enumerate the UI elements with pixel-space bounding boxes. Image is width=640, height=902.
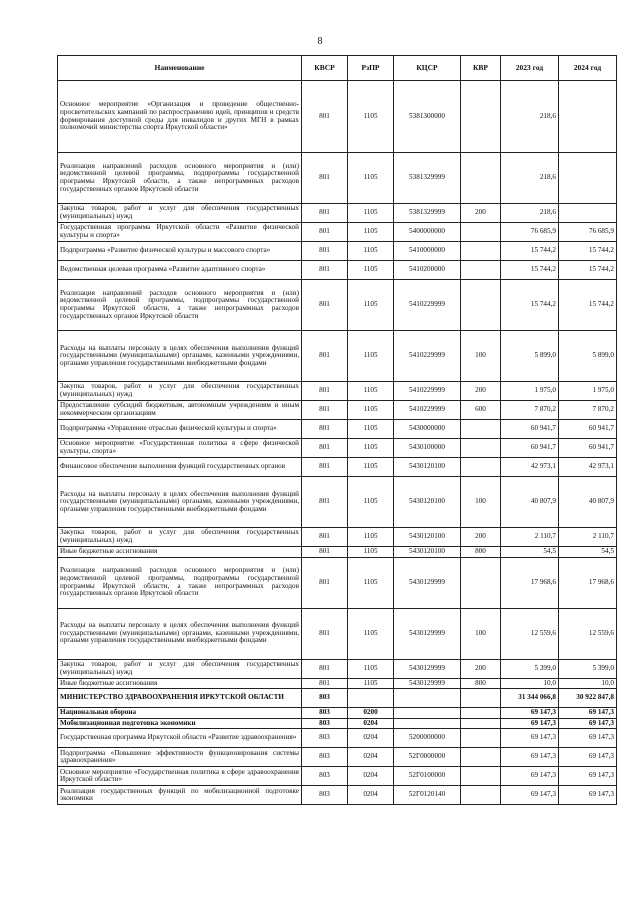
cell-kvsr: 801 — [302, 401, 348, 420]
cell-kvr: 100 — [461, 331, 501, 382]
header-name: Наименование — [58, 56, 302, 81]
cell-2023: 15 744,2 — [501, 261, 559, 280]
cell-2024: 69 147,3 — [559, 729, 617, 748]
cell-rzpr: 0204 — [348, 786, 394, 805]
page-number: 8 — [317, 36, 323, 47]
cell-kcsr: 5430129999 — [394, 557, 461, 608]
cell-kvsr: 801 — [302, 204, 348, 223]
table-row — [58, 608, 617, 659]
cell-kvsr: 801 — [302, 557, 348, 608]
cell-2023: 69 147,3 — [501, 708, 559, 719]
cell-kvsr: 803 — [302, 729, 348, 748]
cell-kcsr: 5200000000 — [394, 729, 461, 748]
table-row — [58, 458, 617, 477]
cell-kcsr: 5430120100 — [394, 458, 461, 477]
cell-kvsr: 801 — [302, 547, 348, 558]
cell-rzpr: 1105 — [348, 204, 394, 223]
cell-name: Закупка товаров, работ и услуг для обеспечения государственных (муниципальных) нужд — [58, 659, 302, 678]
cell-name: Иные бюджетные ассигнования — [58, 547, 302, 558]
cell-2024: 42 973,1 — [559, 458, 617, 477]
cell-kvr: 100 — [461, 608, 501, 659]
cell-2024: 40 807,9 — [559, 477, 617, 528]
header-kcsr: КЦСР — [394, 56, 461, 81]
cell-2023: 5 399,0 — [501, 659, 559, 678]
cell-2024: 12 559,6 — [559, 608, 617, 659]
cell-2023: 15 744,2 — [501, 242, 559, 261]
table-row — [58, 748, 617, 767]
cell-kcsr: 5430120100 — [394, 477, 461, 528]
cell-2024: 69 147,3 — [559, 708, 617, 719]
cell-kvsr: 803 — [302, 689, 348, 708]
cell-2024 — [559, 81, 617, 153]
table-row — [58, 81, 617, 153]
cell-2024: 2 110,7 — [559, 528, 617, 547]
cell-name: Реализация направлений расходов основного мероприятия и (или) ведомственной целевой программы, подпрограммы государственной программы Иркутской области, а также непрограммных расходов государственных органов Иркутской области — [58, 153, 302, 204]
cell-2023: 54,5 — [501, 547, 559, 558]
cell-kvr: 800 — [461, 547, 501, 558]
table-body — [58, 81, 617, 805]
cell-2023: 1 975,0 — [501, 382, 559, 401]
cell-rzpr: 1105 — [348, 547, 394, 558]
cell-kvr — [461, 718, 501, 729]
cell-name: Мобилизационная подготовка экономики — [58, 718, 302, 729]
cell-kvsr: 801 — [302, 420, 348, 439]
cell-name: Финансовое обеспечение выполнения функций государственных органов — [58, 458, 302, 477]
cell-kvr — [461, 729, 501, 748]
header-kvsr: КВСР — [302, 56, 348, 81]
cell-kcsr: 5410000000 — [394, 242, 461, 261]
cell-kvsr: 801 — [302, 382, 348, 401]
cell-kcsr: 52Г0100000 — [394, 767, 461, 786]
cell-name: МИНИСТЕРСТВО ЗДРАВООХРАНЕНИЯ ИРКУТСКОЙ ОБЛАСТИ — [58, 689, 302, 708]
cell-rzpr — [348, 689, 394, 708]
cell-name: Закупка товаров, работ и услуг для обеспечения государственных (муниципальных) нужд — [58, 528, 302, 547]
cell-rzpr: 0204 — [348, 748, 394, 767]
cell-name: Основное мероприятие «Организация и проведение общественно-просветительских кампаний по распространению идей, принципов и средств формирования доступной среды для инвалидов и других МГН в рамках полномочий министерства спорта Иркутской области» — [58, 81, 302, 153]
cell-rzpr: 1105 — [348, 678, 394, 689]
cell-kcsr — [394, 708, 461, 719]
cell-2023: 69 147,3 — [501, 767, 559, 786]
cell-rzpr: 1105 — [348, 439, 394, 458]
cell-name: Иные бюджетные ассигнования — [58, 678, 302, 689]
cell-rzpr: 1105 — [348, 153, 394, 204]
header-2023: 2023 год — [501, 56, 559, 81]
cell-kvsr: 801 — [302, 242, 348, 261]
cell-kcsr: 5430129999 — [394, 659, 461, 678]
cell-name: Реализация направлений расходов основного мероприятия и (или) ведомственной целевой программы, подпрограммы государственной программы Иркутской области, а также непрограммных расходов государственных органов Иркутской области — [58, 557, 302, 608]
table-row — [58, 767, 617, 786]
cell-kvsr: 801 — [302, 223, 348, 242]
cell-name: Предоставление субсидий бюджетным, автономным учреждениям и иным некоммерческим организациям — [58, 401, 302, 420]
cell-rzpr: 0200 — [348, 708, 394, 719]
cell-rzpr: 1105 — [348, 608, 394, 659]
cell-kvr — [461, 689, 501, 708]
cell-kvr — [461, 458, 501, 477]
cell-2024: 15 744,2 — [559, 280, 617, 331]
cell-kcsr: 5381329999 — [394, 153, 461, 204]
cell-rzpr: 1105 — [348, 331, 394, 382]
cell-rzpr: 1105 — [348, 557, 394, 608]
cell-rzpr: 1105 — [348, 420, 394, 439]
cell-kcsr: 5430129999 — [394, 678, 461, 689]
cell-name: Государственная программа Иркутской области «Развитие здравоохранения» — [58, 729, 302, 748]
cell-kvr — [461, 557, 501, 608]
cell-kcsr: 5430120100 — [394, 528, 461, 547]
cell-kvr: 100 — [461, 477, 501, 528]
cell-name: Расходы на выплаты персоналу в целях обеспечения выполнения функций государственными (муниципальными) органами, казенными учреждениями, органами управления государственными внебюджетными фондами — [58, 477, 302, 528]
cell-kvr — [461, 81, 501, 153]
cell-2024: 54,5 — [559, 547, 617, 558]
cell-kvr: 200 — [461, 382, 501, 401]
cell-kcsr: 5381329999 — [394, 204, 461, 223]
cell-2024: 10,0 — [559, 678, 617, 689]
cell-2023: 69 147,3 — [501, 786, 559, 805]
table-row — [58, 729, 617, 748]
cell-2024: 15 744,2 — [559, 261, 617, 280]
cell-kcsr: 5430100000 — [394, 439, 461, 458]
table-row — [58, 242, 617, 261]
cell-rzpr: 0204 — [348, 718, 394, 729]
cell-rzpr: 1105 — [348, 401, 394, 420]
cell-2023: 7 870,2 — [501, 401, 559, 420]
cell-name: Расходы на выплаты персоналу в целях обеспечения выполнения функций государственными (муниципальными) органами, казенными учреждениями, органами управления государственными внебюджетными фондами — [58, 608, 302, 659]
cell-kvsr: 803 — [302, 718, 348, 729]
cell-kvsr: 801 — [302, 439, 348, 458]
cell-name: Подпрограмма «Развитие физической культуры и массового спорта» — [58, 242, 302, 261]
cell-2024 — [559, 153, 617, 204]
cell-kvr — [461, 261, 501, 280]
cell-kvsr: 803 — [302, 767, 348, 786]
cell-kvsr: 801 — [302, 528, 348, 547]
cell-kvr — [461, 439, 501, 458]
cell-kvsr: 801 — [302, 608, 348, 659]
cell-kcsr: 5400000000 — [394, 223, 461, 242]
cell-rzpr: 1105 — [348, 223, 394, 242]
table-row — [58, 401, 617, 420]
cell-kcsr: 5410229999 — [394, 331, 461, 382]
cell-kvr — [461, 767, 501, 786]
cell-2023: 31 344 066,8 — [501, 689, 559, 708]
cell-name: Подпрограмма «Управление отраслью физической культуры и спорта» — [58, 420, 302, 439]
cell-2024: 69 147,3 — [559, 786, 617, 805]
cell-2023: 42 973,1 — [501, 458, 559, 477]
cell-kvr: 800 — [461, 678, 501, 689]
table-row — [58, 382, 617, 401]
cell-name: Расходы на выплаты персоналу в целях обеспечения выполнения функций государственными (муниципальными) органами, казенными учреждениями, органами управления государственными внебюджетными фондами — [58, 331, 302, 382]
cell-2023: 12 559,6 — [501, 608, 559, 659]
cell-rzpr: 1105 — [348, 261, 394, 280]
cell-kcsr: 5430000000 — [394, 420, 461, 439]
table-row — [58, 439, 617, 458]
cell-2024 — [559, 204, 617, 223]
table-row — [58, 528, 617, 547]
cell-rzpr: 1105 — [348, 458, 394, 477]
cell-kcsr: 5430120100 — [394, 547, 461, 558]
cell-name: Реализация государственных функций по мобилизационной подготовке экономики — [58, 786, 302, 805]
cell-kvsr: 801 — [302, 659, 348, 678]
cell-kvr — [461, 786, 501, 805]
cell-kvsr: 801 — [302, 81, 348, 153]
cell-2024: 15 744,2 — [559, 242, 617, 261]
cell-name: Подпрограмма «Повышение эффективности функционирования системы здравоохранения» — [58, 748, 302, 767]
cell-rzpr: 1105 — [348, 280, 394, 331]
cell-rzpr: 0204 — [348, 729, 394, 748]
cell-2023: 60 941,7 — [501, 420, 559, 439]
cell-name: Основное мероприятие «Государственная политика в сфере физической культуры, спорта» — [58, 439, 302, 458]
cell-kvr: 200 — [461, 659, 501, 678]
cell-2023: 60 941,7 — [501, 439, 559, 458]
cell-2023: 17 968,6 — [501, 557, 559, 608]
cell-kvsr: 803 — [302, 748, 348, 767]
cell-kvsr: 801 — [302, 153, 348, 204]
cell-2024: 69 147,3 — [559, 748, 617, 767]
cell-kvsr: 803 — [302, 708, 348, 719]
table-row — [58, 420, 617, 439]
cell-2024: 5 899,0 — [559, 331, 617, 382]
budget-table — [57, 55, 617, 805]
cell-kcsr — [394, 689, 461, 708]
cell-kvr — [461, 242, 501, 261]
cell-2023: 2 110,7 — [501, 528, 559, 547]
cell-2024: 76 685,9 — [559, 223, 617, 242]
cell-kvr — [461, 420, 501, 439]
table-row — [58, 153, 617, 204]
cell-2024: 60 941,7 — [559, 420, 617, 439]
cell-2024: 7 870,2 — [559, 401, 617, 420]
cell-rzpr: 1105 — [348, 477, 394, 528]
cell-name: Ведомственная целевая программа «Развитие адаптивного спорта» — [58, 261, 302, 280]
cell-kcsr: 5430129999 — [394, 608, 461, 659]
table-row — [58, 204, 617, 223]
header-kvr: КВР — [461, 56, 501, 81]
cell-kcsr: 5410200000 — [394, 261, 461, 280]
table-row — [58, 557, 617, 608]
cell-kvsr: 801 — [302, 678, 348, 689]
cell-2023: 5 899,0 — [501, 331, 559, 382]
cell-kvr — [461, 748, 501, 767]
cell-name: Основное мероприятие «Государственная политика в сфере здравоохранения Иркутской области» — [58, 767, 302, 786]
cell-kvr — [461, 708, 501, 719]
cell-2023: 218,6 — [501, 204, 559, 223]
cell-2023: 69 147,3 — [501, 718, 559, 729]
cell-rzpr: 1105 — [348, 659, 394, 678]
cell-kvsr: 801 — [302, 331, 348, 382]
cell-rzpr: 1105 — [348, 242, 394, 261]
table-row — [58, 786, 617, 805]
table-row — [58, 718, 617, 729]
table-row — [58, 477, 617, 528]
table-row — [58, 708, 617, 719]
cell-kcsr — [394, 718, 461, 729]
cell-kcsr: 5381300000 — [394, 81, 461, 153]
cell-kcsr: 52Г0000000 — [394, 748, 461, 767]
cell-kvr: 200 — [461, 528, 501, 547]
cell-2024: 60 941,7 — [559, 439, 617, 458]
cell-kvr — [461, 223, 501, 242]
cell-kvr: 600 — [461, 401, 501, 420]
cell-kcsr: 5410229999 — [394, 401, 461, 420]
cell-2024: 5 399,0 — [559, 659, 617, 678]
cell-kcsr: 52Г0120140 — [394, 786, 461, 805]
cell-rzpr: 1105 — [348, 382, 394, 401]
cell-2023: 218,6 — [501, 153, 559, 204]
cell-kcsr: 5410229999 — [394, 280, 461, 331]
cell-kcsr: 5410229999 — [394, 382, 461, 401]
cell-name: Закупка товаров, работ и услуг для обеспечения государственных (муниципальных) нужд — [58, 382, 302, 401]
cell-2023: 69 147,3 — [501, 748, 559, 767]
cell-kvr — [461, 280, 501, 331]
cell-name: Национальная оборона — [58, 708, 302, 719]
cell-2024: 69 147,3 — [559, 718, 617, 729]
cell-2023: 69 147,3 — [501, 729, 559, 748]
table-row — [58, 678, 617, 689]
cell-2024: 69 147,3 — [559, 767, 617, 786]
cell-2024: 30 922 847,8 — [559, 689, 617, 708]
cell-kvsr: 801 — [302, 261, 348, 280]
cell-kvsr: 801 — [302, 477, 348, 528]
cell-name: Закупка товаров, работ и услуг для обеспечения государственных (муниципальных) нужд — [58, 204, 302, 223]
cell-kvsr: 801 — [302, 458, 348, 477]
cell-kvsr: 801 — [302, 280, 348, 331]
table-row — [58, 689, 617, 708]
cell-2023: 40 807,9 — [501, 477, 559, 528]
table-row — [58, 280, 617, 331]
table-header-row — [58, 56, 617, 81]
header-rzpr: РзПР — [348, 56, 394, 81]
cell-kvr — [461, 153, 501, 204]
cell-2023: 218,6 — [501, 81, 559, 153]
cell-name: Реализация направлений расходов основного мероприятия и (или) ведомственной целевой программы, подпрограммы государственной программы Иркутской области, а также непрограммных расходов государственных органов Иркутской области — [58, 280, 302, 331]
cell-name: Государственная программа Иркутской области «Развитие физической культуры и спорта» — [58, 223, 302, 242]
cell-2024: 1 975,0 — [559, 382, 617, 401]
table-row — [58, 261, 617, 280]
table-row — [58, 547, 617, 558]
table-row — [58, 659, 617, 678]
cell-2023: 76 685,9 — [501, 223, 559, 242]
cell-2024: 17 968,6 — [559, 557, 617, 608]
cell-rzpr: 1105 — [348, 81, 394, 153]
table-row — [58, 223, 617, 242]
cell-2023: 15 744,2 — [501, 280, 559, 331]
cell-2023: 10,0 — [501, 678, 559, 689]
table-row — [58, 331, 617, 382]
header-2024: 2024 год — [559, 56, 617, 81]
cell-kvsr: 803 — [302, 786, 348, 805]
cell-rzpr: 0204 — [348, 767, 394, 786]
cell-rzpr: 1105 — [348, 528, 394, 547]
cell-kvr: 200 — [461, 204, 501, 223]
